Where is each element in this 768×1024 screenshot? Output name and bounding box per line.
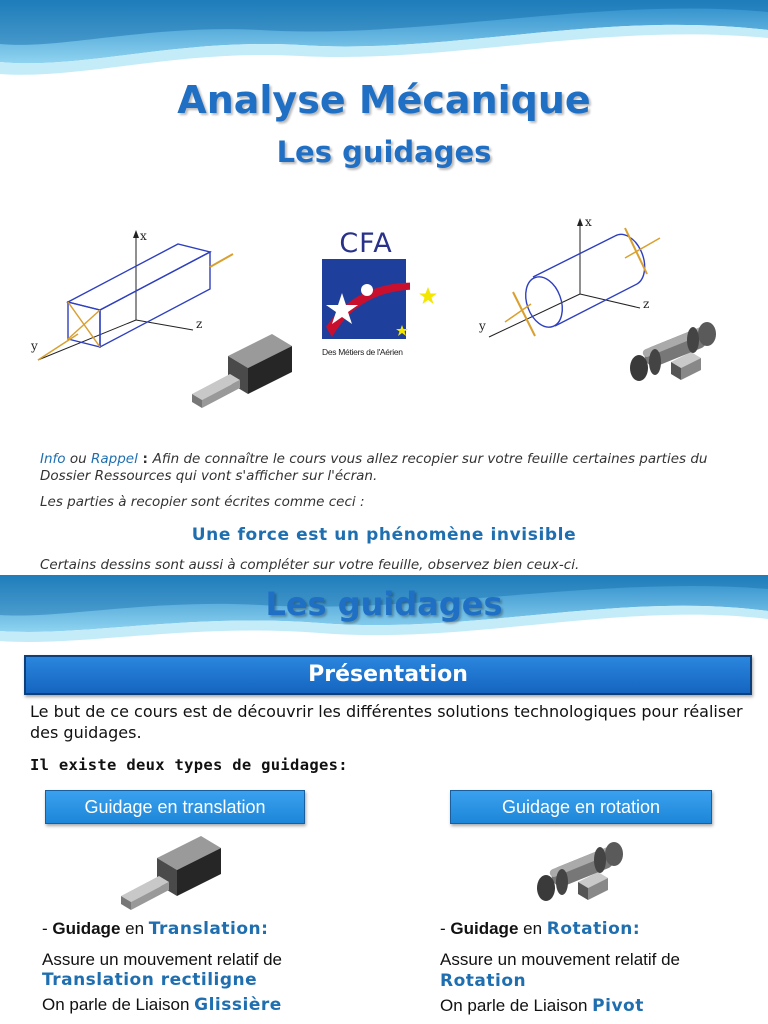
- slide-title: Analyse Mécanique: [177, 78, 591, 122]
- rotation-button[interactable]: Guidage en rotation: [450, 790, 712, 824]
- rotation-heading: [440, 918, 640, 940]
- rotation-guidage-word: Guidage: [450, 919, 519, 938]
- translation-liaison-line: [42, 994, 282, 1016]
- logo-star-emblem: [322, 259, 410, 341]
- slide-2-title: Les guidages: [265, 585, 503, 623]
- info-paragraph: [40, 451, 740, 485]
- rappel-label: Rappel: [90, 451, 138, 467]
- rotation-pivot-image: [532, 838, 632, 910]
- translation-liaison-prefix: On parle de Liaison: [42, 995, 195, 1014]
- drawings-note: Certains dessins sont aussi à compléter sur votre feuille, observez bien ceux-ci.: [40, 557, 580, 573]
- axis-z-label-right: z: [643, 297, 650, 311]
- axis-z-label: z: [196, 317, 203, 331]
- slide-subtitle: Les guidages: [276, 135, 492, 169]
- axis-x-label: x: [140, 229, 147, 243]
- translation-en-word: en: [120, 919, 149, 938]
- translation-button[interactable]: Guidage en translation: [45, 790, 305, 824]
- rotation-kind: Rotation:: [546, 919, 641, 939]
- info-or: ou: [65, 451, 91, 467]
- cfa-logo: [322, 228, 410, 378]
- translation-dash: -: [42, 919, 53, 938]
- example-sentence: Une force est un phénomène invisible: [191, 525, 577, 545]
- axis-y-label-right: y: [479, 319, 486, 333]
- translation-line1: Assure un mouvement relatif de: [42, 950, 283, 969]
- translation-guidage-word: Guidage: [52, 919, 121, 938]
- logo-text: CFA: [339, 228, 393, 259]
- info-text: Afin de connaître le cours vous allez recopier sur votre feuille certaines parties du Dossier Ressources qui vont s'afficher sur l'écran.: [40, 451, 708, 484]
- slide-block-3d-image: [190, 328, 300, 410]
- rotation-liaison-prefix: On parle de Liaison: [440, 996, 593, 1015]
- intro-paragraph: Le but de ce cours est de découvrir les différentes solutions technologiques pour réaliser des guidages.: [30, 702, 743, 742]
- info-label: Info: [40, 451, 66, 467]
- axis-x-label-right: x: [585, 215, 592, 229]
- rotation-liaison: Pivot: [592, 996, 644, 1016]
- rotation-liaison-line: [440, 995, 644, 1017]
- logo-yellow-star: [418, 286, 438, 306]
- rotation-en-word: en: [518, 919, 547, 938]
- translation-heading: [42, 918, 268, 940]
- rotation-line1: Assure un mouvement relatif de: [440, 950, 681, 969]
- pivot-3d-image: [625, 318, 725, 390]
- info-colon: :: [137, 451, 153, 467]
- presentation-header-bar: Présentation: [24, 655, 752, 695]
- axis-y-label: y: [31, 339, 38, 353]
- slide-2: [0, 575, 768, 1024]
- translation-liaison: Glissière: [194, 995, 282, 1015]
- translation-kind: Translation:: [148, 919, 269, 939]
- types-heading: Il existe deux types de guidages:: [30, 756, 348, 774]
- translation-block-image: [118, 830, 230, 912]
- rotation-dash: -: [440, 919, 451, 938]
- logo-caption: Des Métiers de l'Aérien: [322, 347, 403, 357]
- translation-motion: Translation rectiligne: [42, 970, 258, 990]
- copy-note: Les parties à recopier sont écrites comme ceci :: [40, 494, 365, 510]
- rotation-motion: Rotation: [440, 971, 527, 991]
